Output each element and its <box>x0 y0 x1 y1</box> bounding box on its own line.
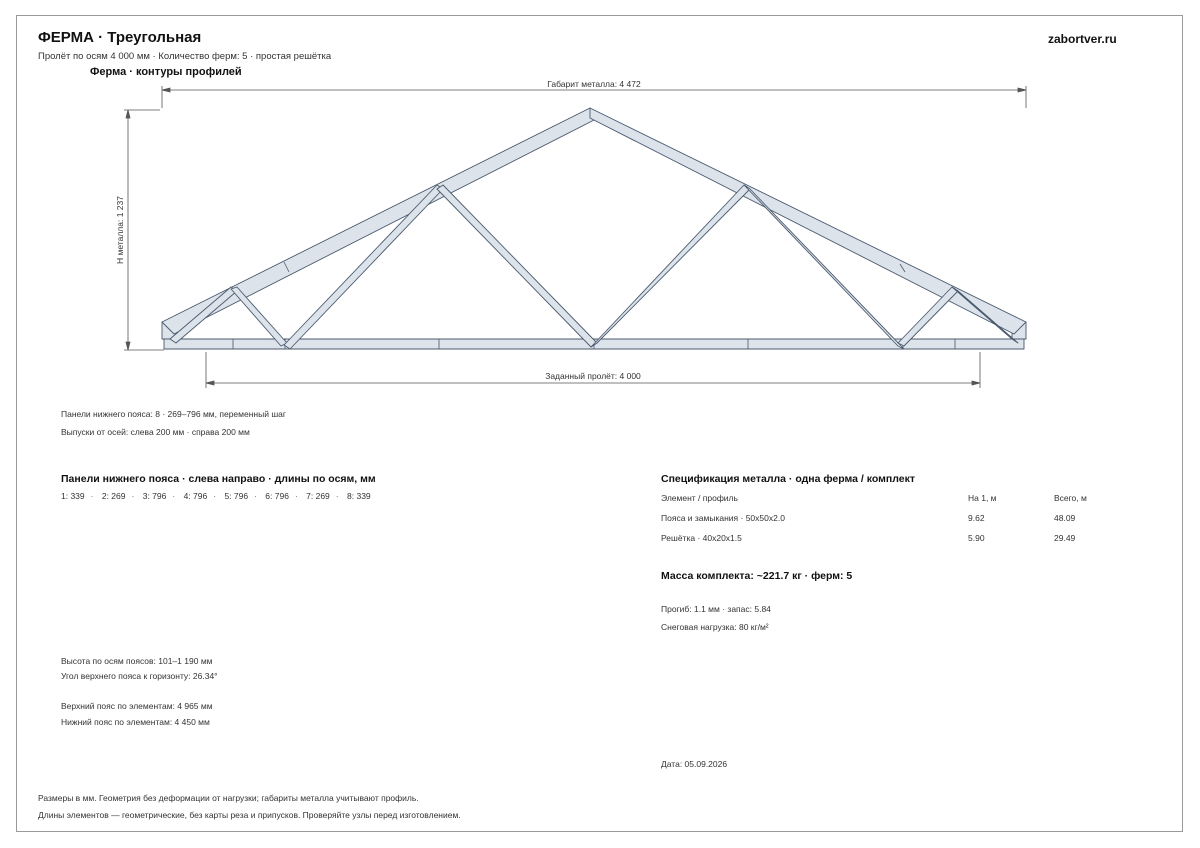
note-bottom-chord: Нижний пояс по элементам: 4 450 мм <box>61 717 210 727</box>
deflection-note: Прогиб: 1.1 мм · запас: 5.84 <box>661 604 771 614</box>
web-member <box>284 185 443 349</box>
spec-title: Спецификация металла · одна ферма / комплект <box>661 473 916 485</box>
panels-title: Панели нижнего пояса · слева направо · длины по осям, мм <box>61 473 376 485</box>
page-subtitle: Пролёт по осям 4 000 мм · Количество ферм: 5 · простая решётка <box>38 51 332 62</box>
left-top-chord <box>162 108 598 334</box>
height-label: H металла: 1 237 <box>115 196 125 264</box>
drawing-label: Ферма · контуры профилей <box>90 66 242 78</box>
spec-col-per-one: На 1, м <box>968 493 997 503</box>
panel-item: 6: 796 <box>265 491 289 501</box>
web-member <box>591 185 750 347</box>
kit-mass: Масса комплекта: ~221.7 кг · ферм: 5 <box>661 570 853 582</box>
note-height: Высота по осям поясов: 101–1 190 мм <box>61 656 213 666</box>
spec-col-total: Всего, м <box>1054 493 1087 503</box>
spec-row-web-total: 29.49 <box>1054 533 1076 543</box>
snow-load-note: Снеговая нагрузка: 80 кг/м² <box>661 622 769 632</box>
right-top-chord <box>590 108 1026 334</box>
height-dimension <box>124 110 164 350</box>
spec-row-chords-per-one: 9.62 <box>968 513 985 523</box>
top-chord-splices <box>284 262 905 272</box>
overall-width-label: Габарит металла: 4 472 <box>547 79 641 89</box>
span-label: Заданный пролёт: 4 000 <box>545 371 641 381</box>
web-member <box>744 185 904 349</box>
panel-item: 1: 339 <box>61 491 85 501</box>
panel-item: 3: 796 <box>142 491 167 501</box>
panels-list: 1: 339 · 2: 269 · 3: 796 · 4: 796 · 5: 796 · 6: 796 · 7: 269 · 8: 339 <box>61 491 371 501</box>
site-name: zabortver.ru <box>1048 32 1117 46</box>
panel-item: 8: 339 <box>347 491 371 501</box>
span-dimension <box>206 352 980 388</box>
spec-row-chords-name: Пояса и замыкания · 50x50x2.0 <box>661 513 785 523</box>
web-member <box>231 287 287 346</box>
web-member <box>898 287 958 346</box>
footer-note-1: Размеры в мм. Геометрия без деформации от нагрузки; габариты металла учитывают профиль. <box>38 793 419 803</box>
panel-item: 7: 269 <box>306 491 330 501</box>
note-top-chord: Верхний пояс по элементам: 4 965 мм <box>61 701 213 711</box>
note-overhangs: Выпуски от осей: слева 200 мм · справа 200 мм <box>61 427 250 437</box>
panel-item: 5: 796 <box>224 491 249 501</box>
overall-width-dimension <box>162 86 1026 108</box>
panel-item: 4: 796 <box>183 491 208 501</box>
note-panels: Панели нижнего пояса: 8 · 269–796 мм, переменный шаг <box>61 409 286 419</box>
web-member <box>437 185 597 347</box>
spec-col-element: Элемент / профиль <box>661 493 738 503</box>
spec-row-web-per-one: 5.90 <box>968 533 985 543</box>
date: Дата: 05.09.2026 <box>661 759 728 769</box>
spec-row-web-name: Решётка · 40x20x1.5 <box>661 533 742 543</box>
panel-item: 2: 269 <box>101 491 126 501</box>
page-title: ФЕРМА · Треугольная <box>38 29 202 46</box>
footer-note-2: Длины элементов — геометрические, без карты реза и припусков. Проверяйте узлы перед изготовлением. <box>38 810 461 820</box>
spec-row-chords-total: 48.09 <box>1054 513 1076 523</box>
note-angle: Угол верхнего пояса к горизонту: 26.34° <box>61 671 218 681</box>
